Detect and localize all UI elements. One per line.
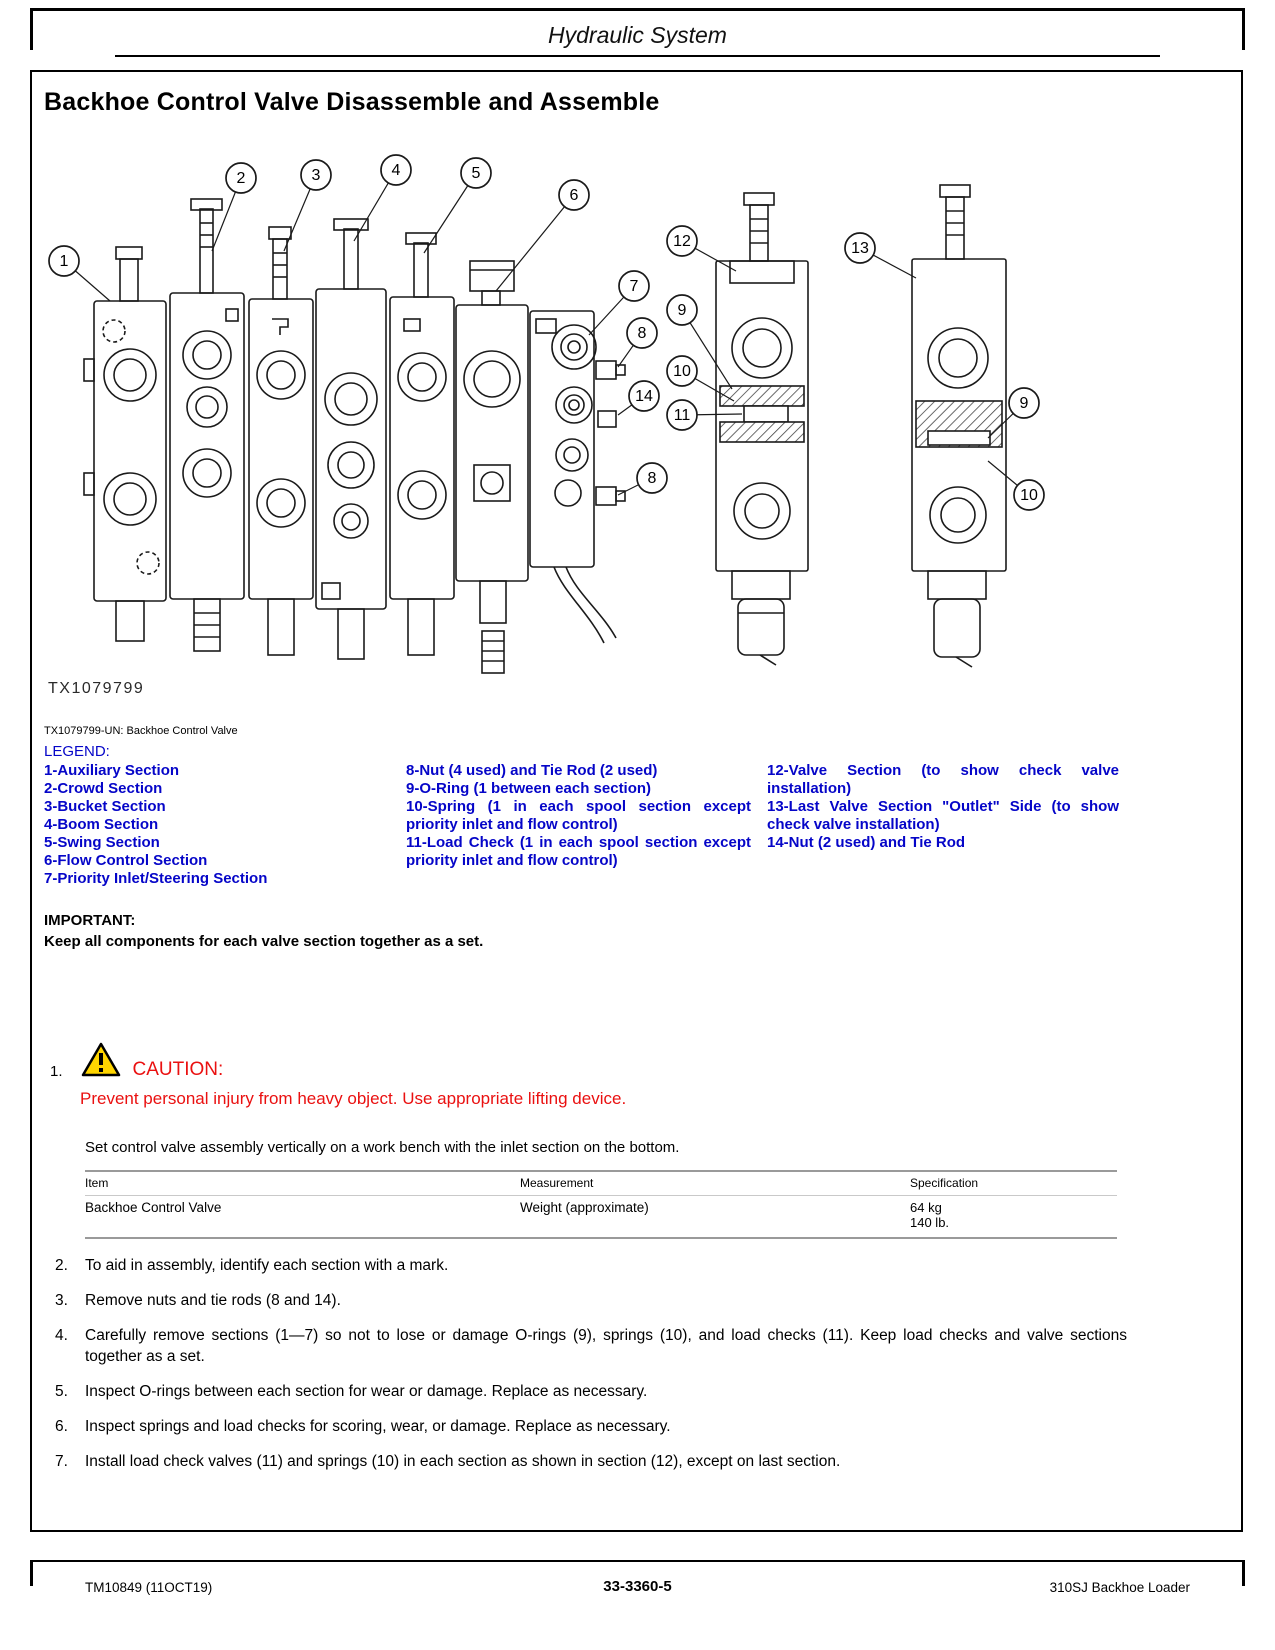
- legend-item: 5-Swing Section: [44, 834, 160, 851]
- callout-3-label: 3: [311, 167, 321, 184]
- legend-heading: LEGEND:: [44, 743, 110, 760]
- step-text: Install load check valves (11) and springs (10) in each section as shown in section (12), except on last section.: [85, 1453, 841, 1470]
- top-rule: [30, 8, 1245, 11]
- legend-item: 11-Load Check (1 in each spool section except priority inlet and flow control): [406, 834, 751, 869]
- legend-item: 14-Nut (2 used) and Tie Rod: [767, 834, 966, 851]
- spec-cell-item: Backhoe Control Valve: [85, 1196, 520, 1239]
- step-text: Inspect springs and load checks for scoring, wear, or damage. Replace as necessary.: [85, 1418, 671, 1435]
- valve-section-swing: [390, 233, 454, 655]
- spec-header-measurement: Measurement: [520, 1172, 910, 1196]
- legend-item: 12-Valve Section (to show check valve installation): [767, 762, 1119, 797]
- callout-14: [618, 381, 659, 415]
- valve-section-13-outlet-side: [912, 185, 1006, 667]
- spec-table-header: [85, 1170, 1117, 1196]
- legend-column-3: [767, 762, 1119, 888]
- figure-caption: TX1079799-UN: Backhoe Control Valve: [44, 725, 238, 737]
- step-6: [44, 1416, 1127, 1437]
- step-number: 4.: [55, 1327, 68, 1344]
- callout-2-label: 2: [236, 170, 246, 187]
- legend-item: 7-Priority Inlet/Steering Section: [44, 870, 268, 887]
- callout-10-left-label: 10: [673, 363, 691, 380]
- legend-item: 4-Boom Section: [44, 816, 159, 833]
- callout-4: [354, 155, 411, 241]
- legend-column-1: [44, 762, 406, 888]
- step-number: 5.: [55, 1383, 68, 1400]
- callout-12-label: 12: [673, 233, 691, 250]
- legend-item: 1-Auxiliary Section: [44, 762, 180, 779]
- legend-item: 8-Nut (4 used) and Tie Rod (2 used): [406, 762, 658, 779]
- footer-page-number: 33-3360-5: [603, 1578, 672, 1595]
- step-text: To aid in assembly, identify each section with a mark.: [85, 1257, 449, 1274]
- callout-1-label: 1: [59, 253, 69, 270]
- valve-section-boom: [316, 219, 386, 659]
- callout-12: [667, 226, 736, 271]
- procedure-steps: [44, 1255, 1229, 1472]
- caution-text: Prevent personal injury from heavy object. Use appropriate lifting device.: [80, 1089, 627, 1108]
- figure-id: TX1079799: [48, 680, 145, 697]
- step1-body: Set control valve assembly vertically on a work bench with the inlet section on the bottom.: [85, 1139, 680, 1156]
- caution-step: [50, 1042, 1229, 1083]
- spec-value-metric: 64 kg: [910, 1200, 942, 1215]
- callout-11-label: 11: [673, 407, 691, 424]
- callout-13-label: 13: [851, 240, 869, 257]
- nuts-and-tie-rods: [596, 361, 625, 505]
- step-4: [44, 1325, 1127, 1367]
- step-text: Carefully remove sections (1—7) so not to lose or damage O-rings (9), springs (10), and load checks (11). Keep load checks and valve sections together as a set.: [85, 1327, 1127, 1365]
- callout-13: [845, 233, 916, 278]
- legend-column-2: [406, 762, 767, 888]
- callout-6: [496, 180, 589, 291]
- spec-header-specification: Specification: [910, 1172, 1117, 1196]
- spec-cell-measurement: Weight (approximate): [520, 1196, 910, 1239]
- step-2: [44, 1255, 1127, 1276]
- running-header-rule: [115, 55, 1160, 57]
- footer-rule: [30, 1560, 1245, 1562]
- valve-section-bucket: [249, 227, 313, 655]
- callout-2: [212, 163, 256, 251]
- callout-10-right: [988, 461, 1044, 510]
- spec-header-item: Item: [85, 1172, 520, 1196]
- valve-section-crowd: [170, 199, 244, 651]
- step-text: Remove nuts and tie rods (8 and 14).: [85, 1292, 341, 1309]
- step-5: [44, 1381, 1127, 1402]
- legend-item: 9-O-Ring (1 between each section): [406, 780, 652, 797]
- step-7: [44, 1451, 1127, 1472]
- legend-item: 10-Spring (1 in each spool section except priority inlet and flow control): [406, 798, 751, 833]
- legend-item: 6-Flow Control Section: [44, 852, 208, 869]
- footer-model-name: 310SJ Backhoe Loader: [1049, 1580, 1190, 1595]
- backhoe-control-valve-diagram: [44, 143, 1204, 713]
- footer-document-number: TM10849 (11OCT19): [85, 1580, 213, 1595]
- content-box: [30, 70, 1243, 1532]
- callout-14-label: 14: [635, 388, 653, 405]
- spec-cell-specification: [910, 1196, 1117, 1239]
- callout-1: [49, 246, 110, 301]
- callout-5: [424, 158, 491, 253]
- valve-section-flow-control: [456, 261, 528, 673]
- callout-9-right-label: 9: [1019, 395, 1029, 412]
- step-number: 2.: [55, 1257, 68, 1274]
- caution-label: CAUTION:: [132, 1059, 224, 1080]
- callout-9-left-label: 9: [677, 302, 687, 319]
- legend: [44, 762, 1229, 888]
- valve-diagram-figure: [44, 143, 1229, 713]
- step-number: 6.: [55, 1418, 68, 1435]
- valve-section-auxiliary: [84, 247, 166, 641]
- callout-6-label: 6: [569, 187, 579, 204]
- spec-value-imperial: 140 lb.: [910, 1215, 950, 1230]
- step-number: 1.: [50, 1063, 63, 1080]
- valve-section-12-check-valve: [716, 193, 808, 665]
- spec-table-row: [85, 1196, 1117, 1239]
- legend-item: 13-Last Valve Section "Outlet" Side (to show check valve installation): [767, 798, 1119, 833]
- callout-8-upper-label: 8: [637, 325, 647, 342]
- legend-item: 3-Bucket Section: [44, 798, 166, 815]
- callout-8-upper: [618, 318, 657, 367]
- page-title: Backhoe Control Valve Disassemble and Assemble: [44, 88, 660, 116]
- running-header: Hydraulic System: [548, 22, 727, 48]
- callout-10-right-label: 10: [1020, 487, 1038, 504]
- callout-4-label: 4: [391, 162, 401, 179]
- step-number: 3.: [55, 1292, 68, 1309]
- callout-8-lower-label: 8: [647, 470, 657, 487]
- step-3: [44, 1290, 1127, 1311]
- legend-item: 2-Crowd Section: [44, 780, 163, 797]
- callout-7-label: 7: [629, 278, 639, 295]
- important-heading: IMPORTANT:: [44, 912, 136, 929]
- important-text: Keep all components for each valve section together as a set.: [44, 933, 484, 950]
- caution-triangle-icon: [81, 1042, 121, 1083]
- callout-5-label: 5: [471, 165, 481, 182]
- spec-table: [85, 1170, 1117, 1239]
- step-text: Inspect O-rings between each section for wear or damage. Replace as necessary.: [85, 1383, 648, 1400]
- step-number: 7.: [55, 1453, 68, 1470]
